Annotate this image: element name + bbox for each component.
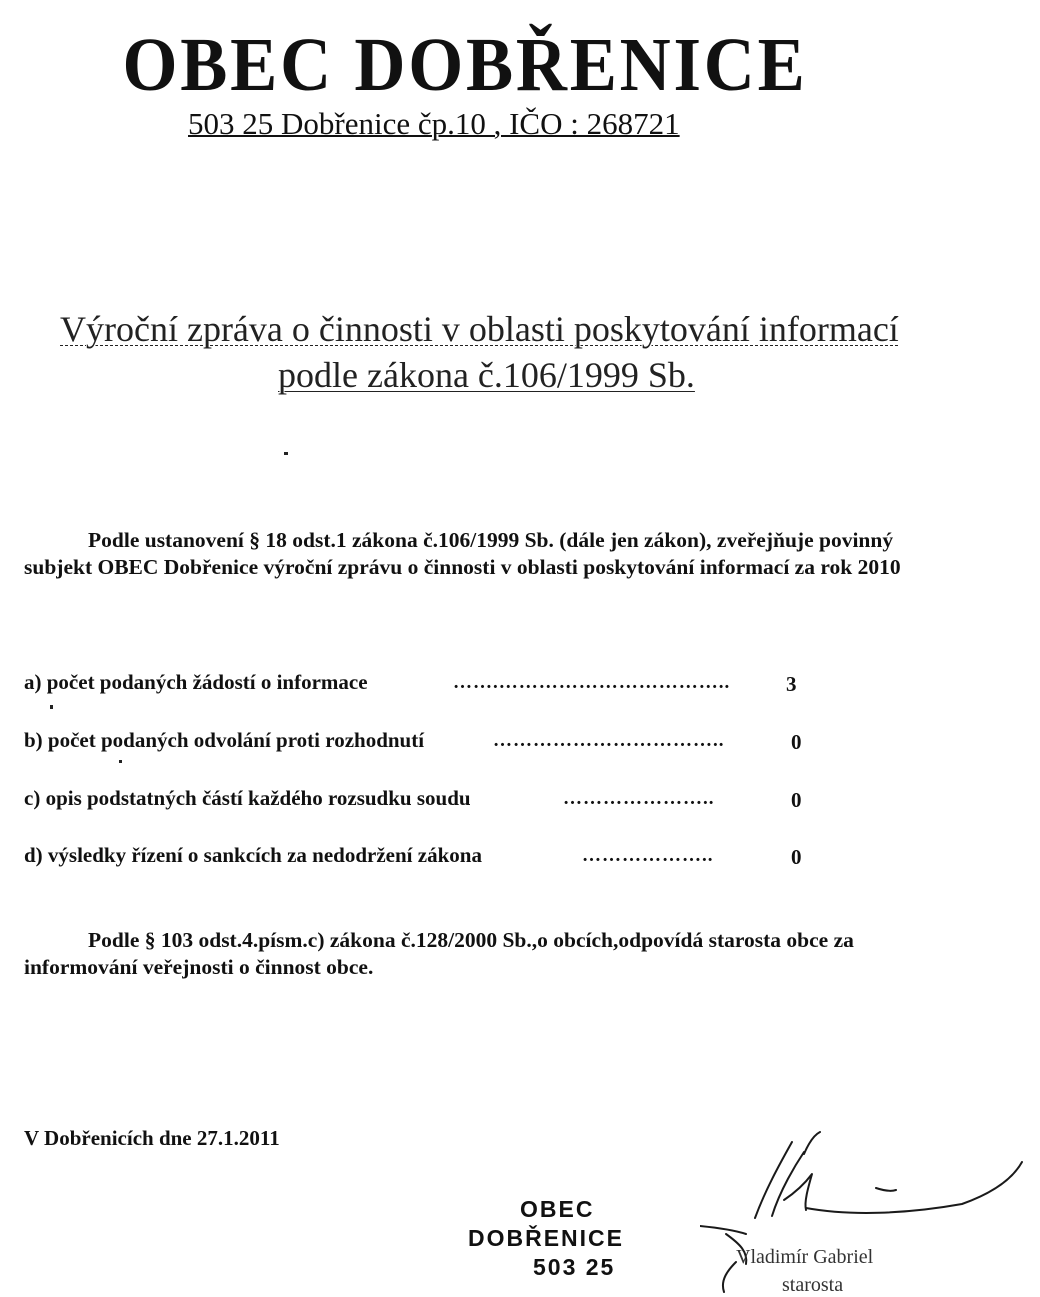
stamp-line-3: 503 25	[533, 1254, 616, 1280]
scan-speck	[119, 760, 122, 763]
report-title-line-2: podle zákona č.106/1999 Sb.	[278, 355, 695, 395]
scan-speck	[50, 705, 53, 709]
item-court-rulings-label: c) opis podstatných částí každého rozsudku soudu	[24, 786, 471, 810]
municipality-title: OBEC DOBŘENICE	[122, 23, 808, 107]
item-sanctions-value: 0	[791, 845, 802, 869]
handwritten-signature	[700, 1130, 1030, 1296]
stamp-line-2: DOBŘENICE	[468, 1225, 625, 1251]
scan-speck	[284, 452, 288, 455]
signatory-name: Vladimír Gabriel	[736, 1246, 874, 1268]
item-requests-value: 3	[786, 672, 797, 696]
item-requests-label: a) počet podaných žádostí o informace	[24, 670, 368, 694]
report-title-line-1: Výroční zpráva o činnosti v oblasti poskytování informací	[60, 309, 899, 349]
item-court-rulings-value: 0	[791, 788, 802, 812]
item-sanctions-label: d) výsledky řízení o sankcích za nedodržení zákona	[24, 843, 482, 867]
closing-text: Podle § 103 odst.4.písm.c) zákona č.128/2000 Sb.,o obcích,odpovídá starosta obce za informování veřejnosti o činnost obce.	[24, 928, 854, 979]
intro-paragraph	[24, 527, 964, 581]
item-appeals-value: 0	[791, 730, 802, 754]
item-court-rulings-dots: …………………..	[563, 788, 715, 809]
place-and-date: V Dobřenicích dne 27.1.2011	[24, 1126, 280, 1150]
municipality-address: 503 25 Dobřenice čp.10 , IČO : 268721	[188, 106, 680, 141]
item-appeals-label: b) počet podaných odvolání proti rozhodnutí	[24, 728, 425, 752]
item-appeals-dots: ……………………………..	[493, 730, 725, 751]
closing-paragraph	[24, 927, 964, 981]
stamp-line-1: OBEC	[520, 1196, 595, 1222]
item-requests-dots: …….……………………………..	[453, 672, 731, 693]
item-sanctions-dots: ………………..	[582, 845, 714, 866]
signatory-role: starosta	[782, 1274, 844, 1296]
intro-text: Podle ustanovení § 18 odst.1 zákona č.106/1999 Sb. (dále jen zákon), zveřejňuje povinný subjekt OBEC Dobřenice výroční zprávu o činnosti v oblasti poskytování informací za rok 2010	[24, 528, 901, 579]
